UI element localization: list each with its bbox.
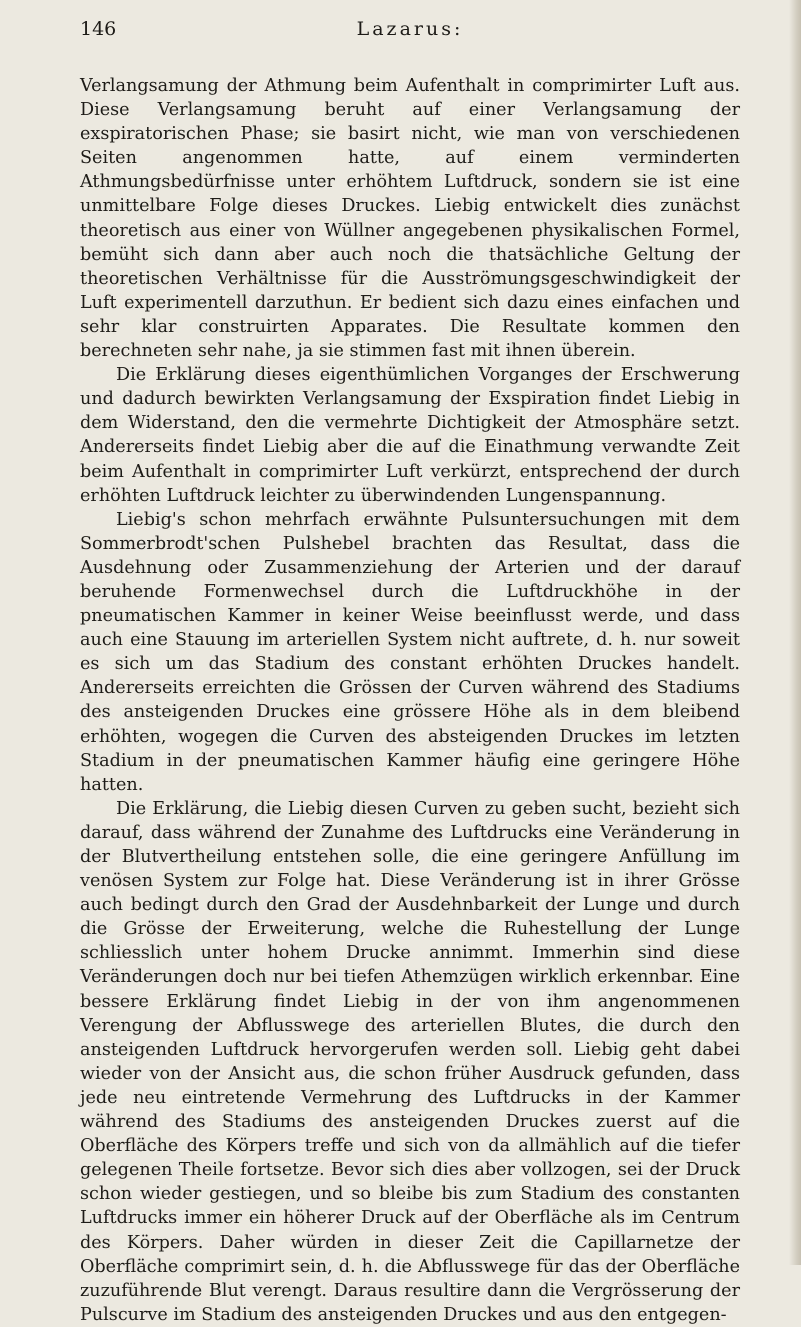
paragraph-1: Verlangsamung der Athmung beim Aufenthalt in comprimirter Luft aus. Diese Verlangsamung beruht auf einer Verlangsamung der exspiratorischen Phase; sie basirt nicht, wie man von verschiedenen Seiten angenommen hatte, auf einem verminderten Athmungsbedürfnisse unter erhöhtem Luftdruck, sondern sie ist eine unmittelbare Folge dieses Druckes. Liebig entwickelt dies zunächst theoretisch aus einer von Wüllner angegebenen physikalischen Formel, bemüht sich dann aber auch noch die thatsächliche Geltung der theoretischen Verhältnisse für die Ausströmungsgeschwindigkeit der Luft experimentell darzuthun. Er bedient sich dazu eines einfachen und sehr klar construirten Apparates. Die Resultate kommen den berechneten sehr nahe, ja sie stimmen fast mit ihnen überein. [80, 76, 740, 362]
page-number: 146 [80, 18, 117, 40]
page-edge [789, 0, 801, 1265]
paragraph-4: Die Erklärung, die Liebig diesen Curven zu geben sucht, bezieht sich darauf, dass während der Zunahme des Luftdrucks eine Veränderung in der Blutvertheilung entstehen solle, die eine geringere Anfüllung im venösen System zur Folge hat. Diese Veränderung ist in ihrer Grösse auch bedingt durch den Grad der Ausdehnbarkeit der Lunge und durch die Grösse der Erweiterung, welche die Ruhestellung der Lunge schliesslich unter hohem Drucke annimmt. Immerhin sind diese Veränderungen doch nur bei tiefen Athemzügen wirklich erkennbar. Eine bessere Erklärung findet Liebig in der von ihm angenommenen Verengung der Abflusswege des arteriellen Blutes, die durch den ansteigenden Luftdruck hervorgerufen werden soll. Liebig geht dabei wieder von der Ansicht aus, die schon früher Ausdruck gefunden, dass jede neu eintretende Vermehrung des Luftdrucks in der Kammer während des Stadiums des ansteigenden Druckes zuerst auf die Oberfläche des Körpers treffe und sich von da allmählich auf die tiefer gelegenen Theile fortsetze. Bevor sich dies aber vollzogen, sei der Druck schon wieder gestiegen, und so bleibe bis zum Stadium des constanten Luftdrucks immer ein höherer Druck auf der Oberfläche als im Centrum des Körpers. Daher würden in dieser Zeit die Capillarnetze der Oberfläche comprimirt sein, d. h. die Abflusswege für das der Oberfläche zuzuführende Blut verengt. Daraus resultire dann die Vergrösserung der Pulscurve im Stadium des ansteigenden Druckes und aus den entgegen- [80, 798, 740, 1325]
running-title: Lazarus: [356, 18, 464, 40]
body-text [80, 74, 740, 1327]
paragraph-3: Liebig's schon mehrfach erwähnte Pulsuntersuchungen mit dem Sommerbrodt'schen Pulshebel brachten das Resultat, dass die Ausdehnung oder Zusammenziehung der Arterien und der darauf beruhende Formenwechsel durch die Luftdruckhöhe in der pneumatischen Kammer in keiner Weise beeinflusst werde, und dass auch eine Stauung im arteriellen System nicht auftrete, d. h. nur soweit es sich um das Stadium des constant erhöhten Druckes handelt. Andererseits erreichten die Grössen der Curven während des Stadiums des ansteigenden Druckes eine grössere Höhe als in dem bleibend erhöhten, wogegen die Curven des absteigenden Druckes im letzten Stadium in der pneumatischen Kammer häufig eine geringere Höhe hatten. [80, 509, 740, 795]
paragraph-2: Die Erklärung dieses eigenthümlichen Vorganges der Erschwerung und dadurch bewirkten Verlangsamung der Exspiration findet Liebig in dem Widerstand, den die vermehrte Dichtigkeit der Atmosphäre setzt. Andererseits findet Liebig aber die auf die Einathmung verwandte Zeit beim Aufenthalt in comprimirter Luft verkürzt, entsprechend der durch erhöhten Luftdruck leichter zu überwindenden Lungenspannung. [80, 365, 740, 506]
page-header [80, 18, 740, 46]
